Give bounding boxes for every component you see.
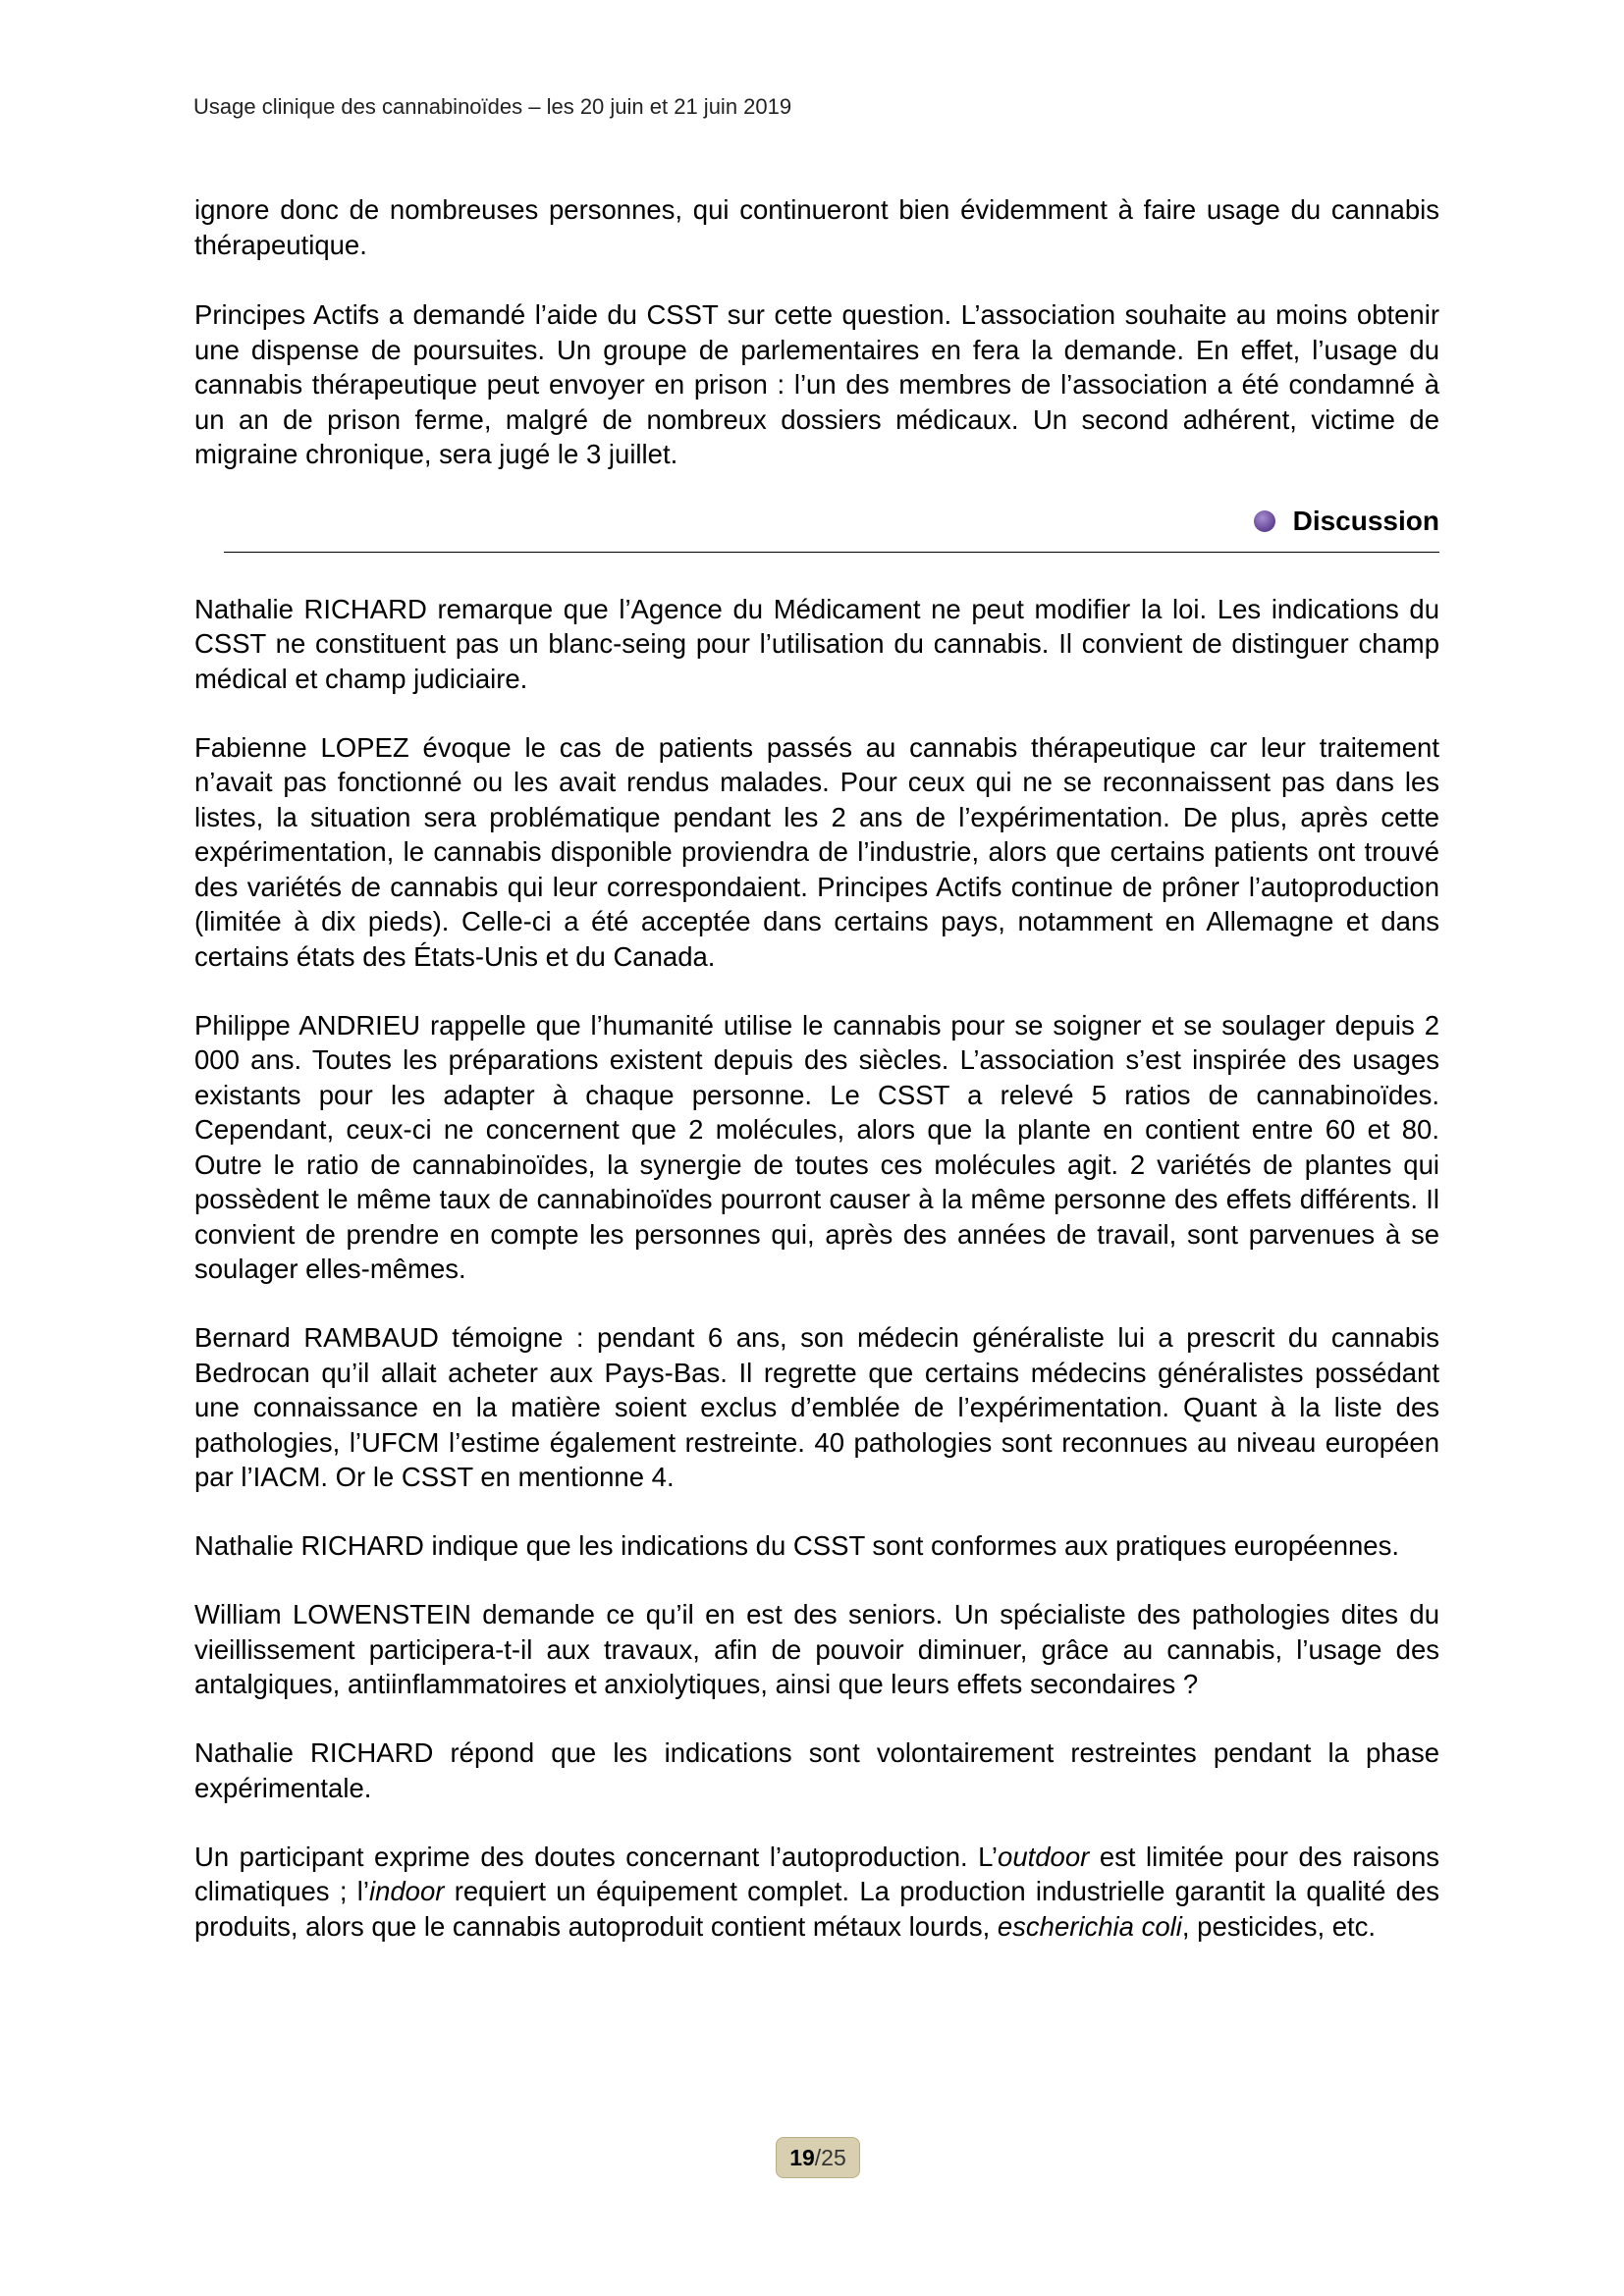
intro-paragraph-1: ignore donc de nombreuses personnes, qui continueront bien évidemment à faire usage du cannabis thérapeutique. bbox=[194, 194, 1439, 260]
discussion-paragraph-7: Nathalie RICHARD répond que les indications sont volontairement restreintes pendant la phase expérimentale. bbox=[194, 1737, 1439, 1803]
section-title: Discussion bbox=[1292, 505, 1439, 536]
running-header: Usage clinique des cannabinoïdes – les 20 juin et 21 juin 2019 bbox=[193, 94, 792, 119]
italic-term: escherichia coli bbox=[997, 1910, 1182, 1942]
discussion-paragraph-6: William LOWENSTEIN demande ce qu’il en est des seniors. Un spécialiste des pathologies dites du vieillissement participera-t-il aux travaux, afin de pouvoir diminuer, grâce au cannabis, l’usage des antalgiques, antiinflammatoires et anxiolytiques, ainsi que leurs effets secondaires ? bbox=[194, 1599, 1439, 1699]
page-total: /25 bbox=[814, 2144, 846, 2170]
page-current: 19 bbox=[789, 2144, 815, 2170]
discussion-paragraph-5: Nathalie RICHARD indique que les indications du CSST sont conformes aux pratiques européennes. bbox=[194, 1530, 1399, 1561]
text-run: Un participant exprime des doutes concernant l’autoproduction. L’ bbox=[194, 1841, 999, 1872]
italic-term: outdoor bbox=[998, 1841, 1090, 1872]
italic-term: indoor bbox=[368, 1876, 445, 1906]
discussion-paragraph-1: Nathalie RICHARD remarque que l’Agence du Médicament ne peut modifier la loi. Les indications du CSST ne constituent pas un blanc-seing pour l’utilisation du cannabis. Il convient de distinguer champ médical et champ judiciaire. bbox=[194, 593, 1439, 694]
discussion-paragraph-4: Bernard RAMBAUD témoigne : pendant 6 ans, son médecin généraliste lui a prescrit du cannabis Bedrocan qu’il allait acheter aux Pays-Bas. Il regrette que certains médecins généralistes possédant une connaissance en la matière soient exclus d’emblée de l’expérimentation. Quant à la liste des pathologies, l’UFCM l’estime également restreinte. 40 pathologies sont reconnues au niveau européen par l’IACM. Or le CSST en mentionne 4. bbox=[194, 1322, 1439, 1492]
text-run: , pesticides, etc. bbox=[1181, 1910, 1377, 1942]
discussion-paragraph-3: Philippe ANDRIEU rappelle que l’humanité utilise le cannabis pour se soigner et se soulager depuis 2 000 ans. Toutes les préparations existent depuis des siècles. L’association s’est inspirée des usages existants pour les adapter à chaque personne. Le CSST a relevé 5 ratios de cannabinoïdes. Cependant, ceux-ci ne concernent que 2 molécules, alors que la plante en contient entre 60 et 80. Outre le ratio de cannabinoïdes, la synergie de toutes ces molécules agit. 2 variétés de plantes qui possèdent le même taux de cannabinoïdes pourront causer à la même personne des effets différents. Il convient de prendre en compte les personnes qui, après des années de travail, sont parvenues à se soulager elles-mêmes. bbox=[194, 1009, 1439, 1284]
page-number-badge bbox=[776, 2137, 860, 2178]
section-heading bbox=[194, 498, 1439, 553]
section-divider bbox=[224, 552, 1439, 553]
section-title-row bbox=[1254, 506, 1439, 537]
discussion-paragraph-2: Fabienne LOPEZ évoque le cas de patients passés au cannabis thérapeutique car leur traitement n’avait pas fonctionné ou les avait rendus malades. Pour ceux qui ne se reconnaissent pas dans les listes, la situation sera problématique pendant les 2 ans de l’expérimentation. De plus, après cette expérimentation, le cannabis disponible proviendra de l’industrie, alors que certains patients ont trouvé des variétés de cannabis qui leur correspondaient. Principes Actifs continue de prôner l’autoproduction (limitée à dix pieds). Celle-ci a été acceptée dans certains pays, notamment en Allemagne et dans certains états des États-Unis et du Canada. bbox=[194, 731, 1439, 972]
purple-bullet-icon bbox=[1254, 510, 1275, 532]
document-body bbox=[194, 192, 1439, 1944]
intro-paragraph-2: Principes Actifs a demandé l’aide du CSST sur cette question. L’association souhaite au moins obtenir une dispense de poursuites. Un groupe de parlementaires en fera la demande. En effet, l’usage du cannabis thérapeutique peut envoyer en prison : l’un des membres de l’association a été condamné à un an de prison ferme, malgré de nombreux dossiers médicaux. Un second adhérent, victime de migraine chronique, sera jugé le 3 juillet. bbox=[194, 299, 1439, 469]
text-run: est limitée pour des raisons climatiques ; l’ bbox=[194, 1841, 1440, 1906]
discussion-paragraph-8 bbox=[194, 1840, 1439, 1945]
text-run: requiert un équipement complet. La production industrielle garantit la qualité des produits, alors que le cannabis autoproduit contient métaux lourds, bbox=[194, 1876, 1439, 1942]
